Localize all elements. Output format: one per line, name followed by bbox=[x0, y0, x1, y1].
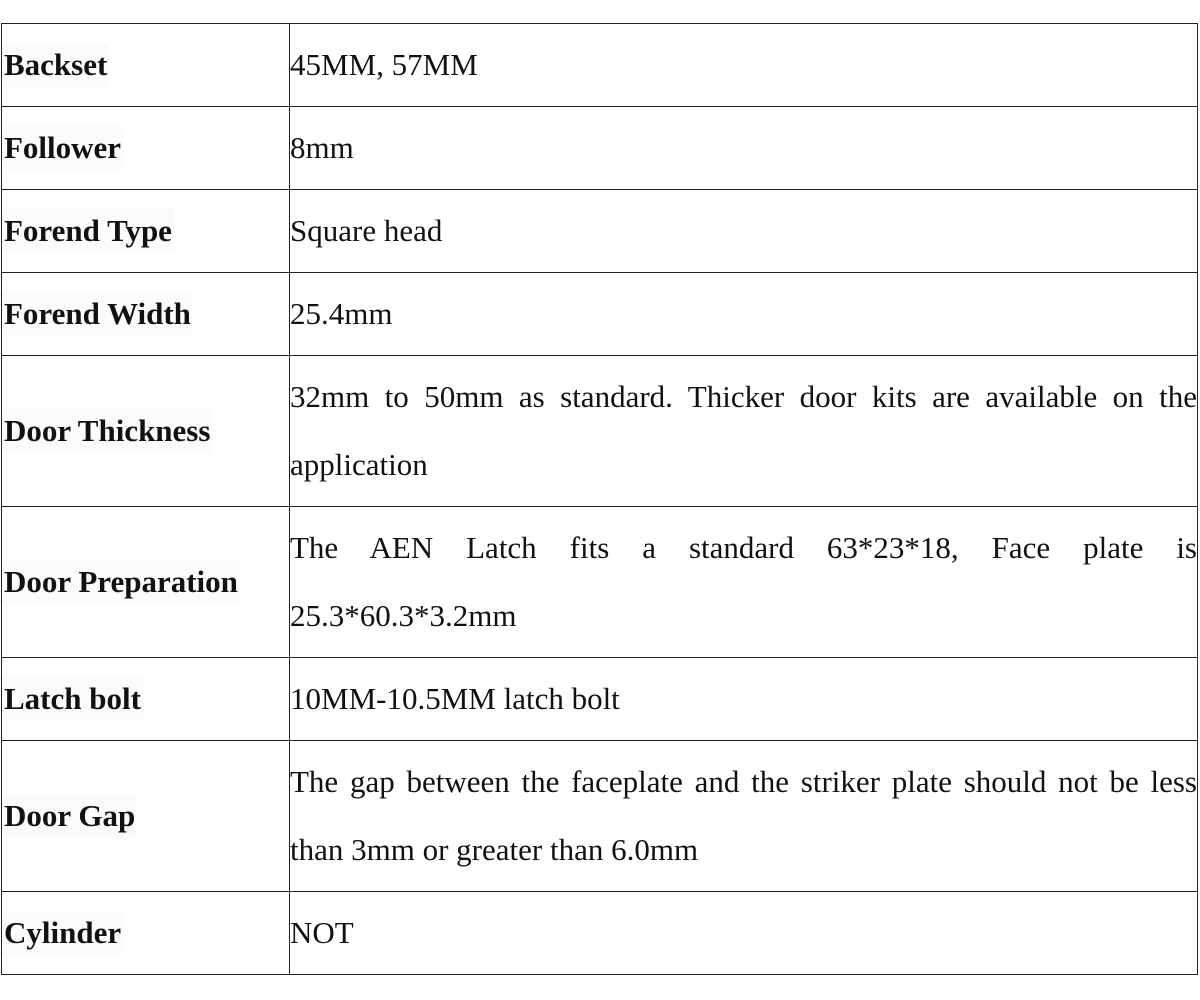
row-value: 25.4mm bbox=[290, 273, 1198, 356]
row-label-cell bbox=[2, 356, 290, 507]
spec-table bbox=[1, 23, 1198, 975]
row-value: The gap between the faceplate and the striker plate should not be less than 3mm or greater than 6.0mm bbox=[290, 741, 1198, 892]
table-row bbox=[2, 507, 1198, 658]
row-label-cell bbox=[2, 507, 290, 658]
row-label-cell bbox=[2, 741, 290, 892]
table-row bbox=[2, 741, 1198, 892]
row-value: The AEN Latch fits a standard 63*23*18, Face plate is 25.3*60.3*3.2mm bbox=[290, 507, 1198, 658]
row-value: 32mm to 50mm as standard. Thicker door kits are available on the application bbox=[290, 356, 1198, 507]
table-row bbox=[2, 356, 1198, 507]
row-label: Backset bbox=[2, 43, 109, 87]
row-label-cell bbox=[2, 107, 290, 190]
row-label: Cylinder bbox=[2, 911, 123, 955]
row-label: Forend Width bbox=[2, 292, 193, 336]
row-label: Latch bolt bbox=[2, 677, 143, 721]
table-row bbox=[2, 190, 1198, 273]
row-label-cell bbox=[2, 24, 290, 107]
row-label: Door Gap bbox=[2, 794, 137, 838]
row-value: 10MM-10.5MM latch bolt bbox=[290, 658, 1198, 741]
table-row bbox=[2, 24, 1198, 107]
row-label: Door Thickness bbox=[2, 409, 212, 453]
table-row bbox=[2, 273, 1198, 356]
row-label-cell bbox=[2, 190, 290, 273]
row-value: Square head bbox=[290, 190, 1198, 273]
table-row bbox=[2, 892, 1198, 975]
row-label: Follower bbox=[2, 126, 123, 170]
row-label-cell bbox=[2, 273, 290, 356]
table-row bbox=[2, 658, 1198, 741]
row-value: 45MM, 57MM bbox=[290, 24, 1198, 107]
row-label-cell bbox=[2, 892, 290, 975]
row-label: Door Preparation bbox=[2, 560, 240, 604]
row-label-cell bbox=[2, 658, 290, 741]
row-value: NOT bbox=[290, 892, 1198, 975]
row-value: 8mm bbox=[290, 107, 1198, 190]
table-row bbox=[2, 107, 1198, 190]
row-label: Forend Type bbox=[2, 209, 174, 253]
